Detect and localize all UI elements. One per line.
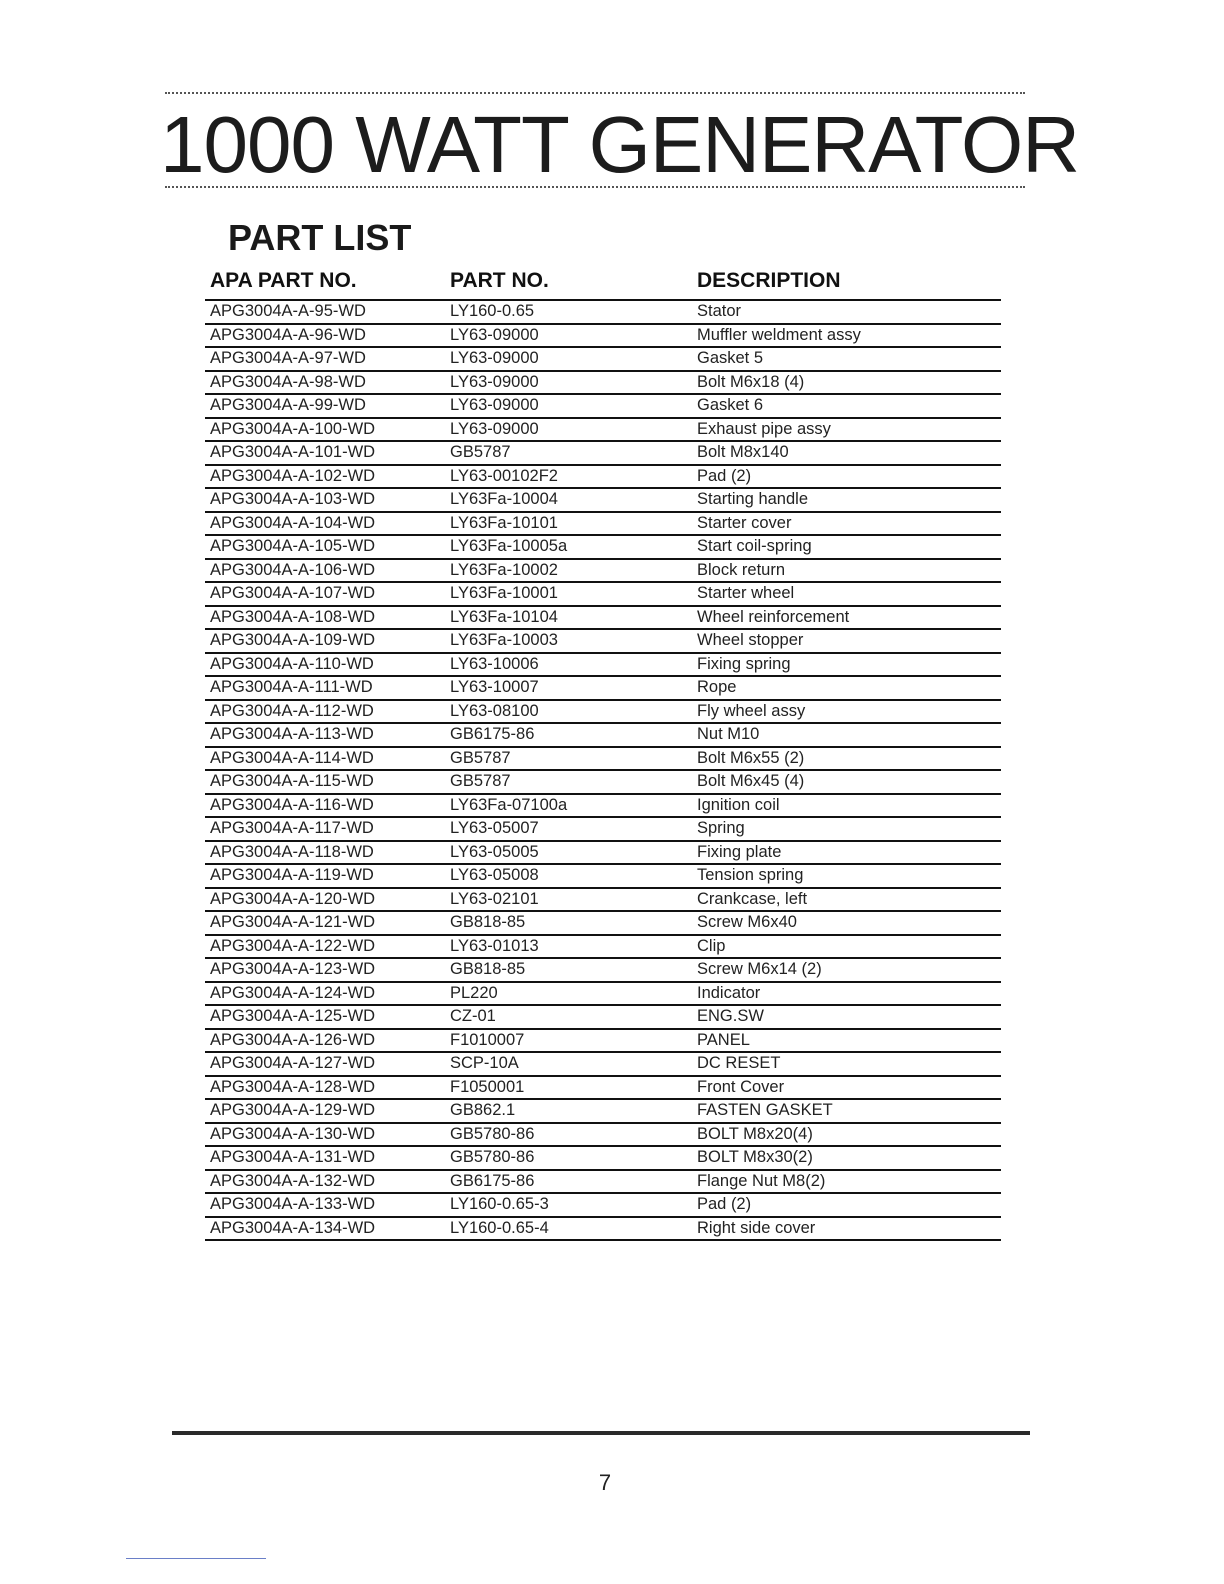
apa-part-no-cell: APG3004A-A-126-WD bbox=[205, 1029, 445, 1053]
part-no-cell: LY160-0.65-4 bbox=[445, 1217, 692, 1241]
description-cell: Starter wheel bbox=[692, 582, 1001, 606]
apa-part-no-cell: APG3004A-A-122-WD bbox=[205, 935, 445, 959]
table-row bbox=[205, 935, 1001, 959]
part-no-cell: GB862.1 bbox=[445, 1099, 692, 1123]
part-no-cell: LY63-01013 bbox=[445, 935, 692, 959]
description-cell: Clip bbox=[692, 935, 1001, 959]
apa-part-no-cell: APG3004A-A-123-WD bbox=[205, 958, 445, 982]
apa-part-no-cell: APG3004A-A-102-WD bbox=[205, 465, 445, 489]
table-row bbox=[205, 723, 1001, 747]
part-no-cell: LY63-10007 bbox=[445, 676, 692, 700]
part-no-cell: LY63-09000 bbox=[445, 394, 692, 418]
table-row bbox=[205, 629, 1001, 653]
description-cell: Tension spring bbox=[692, 864, 1001, 888]
table-row bbox=[205, 817, 1001, 841]
part-no-cell: GB5787 bbox=[445, 747, 692, 771]
apa-part-no-cell: APG3004A-A-133-WD bbox=[205, 1193, 445, 1217]
table-header-row bbox=[205, 262, 1001, 300]
description-cell: Exhaust pipe assy bbox=[692, 418, 1001, 442]
apa-part-no-cell: APG3004A-A-132-WD bbox=[205, 1170, 445, 1194]
table-row bbox=[205, 512, 1001, 536]
part-no-cell: LY63Fa-10003 bbox=[445, 629, 692, 653]
table-row bbox=[205, 300, 1001, 324]
table-row bbox=[205, 1170, 1001, 1194]
apa-part-no-cell: APG3004A-A-110-WD bbox=[205, 653, 445, 677]
header-description: DESCRIPTION bbox=[692, 262, 1001, 300]
description-cell: BOLT M8x30(2) bbox=[692, 1146, 1001, 1170]
apa-part-no-cell: APG3004A-A-115-WD bbox=[205, 770, 445, 794]
description-cell: FASTEN GASKET bbox=[692, 1099, 1001, 1123]
part-no-cell: LY63-05005 bbox=[445, 841, 692, 865]
description-cell: Block return bbox=[692, 559, 1001, 583]
apa-part-no-cell: APG3004A-A-107-WD bbox=[205, 582, 445, 606]
apa-part-no-cell: APG3004A-A-111-WD bbox=[205, 676, 445, 700]
description-cell: Flange Nut M8(2) bbox=[692, 1170, 1001, 1194]
table-row bbox=[205, 324, 1001, 348]
description-cell: PANEL bbox=[692, 1029, 1001, 1053]
description-cell: Screw M6x14 (2) bbox=[692, 958, 1001, 982]
part-no-cell: LY63Fa-10002 bbox=[445, 559, 692, 583]
table-row bbox=[205, 441, 1001, 465]
table-row bbox=[205, 582, 1001, 606]
part-no-cell: CZ-01 bbox=[445, 1005, 692, 1029]
apa-part-no-cell: APG3004A-A-112-WD bbox=[205, 700, 445, 724]
description-cell: Rope bbox=[692, 676, 1001, 700]
table-row bbox=[205, 958, 1001, 982]
section-title: PART LIST bbox=[228, 217, 412, 258]
description-cell: Indicator bbox=[692, 982, 1001, 1006]
description-cell: Pad (2) bbox=[692, 465, 1001, 489]
description-cell: Ignition coil bbox=[692, 794, 1001, 818]
apa-part-no-cell: APG3004A-A-96-WD bbox=[205, 324, 445, 348]
part-no-cell: F1010007 bbox=[445, 1029, 692, 1053]
table-row bbox=[205, 841, 1001, 865]
part-no-cell: GB5780-86 bbox=[445, 1146, 692, 1170]
description-cell: Bolt M6x55 (2) bbox=[692, 747, 1001, 771]
footer-rule bbox=[172, 1431, 1030, 1435]
apa-part-no-cell: APG3004A-A-103-WD bbox=[205, 488, 445, 512]
table-row bbox=[205, 1052, 1001, 1076]
table-row bbox=[205, 465, 1001, 489]
part-no-cell: GB5787 bbox=[445, 441, 692, 465]
part-no-cell: GB5780-86 bbox=[445, 1123, 692, 1147]
table-row bbox=[205, 770, 1001, 794]
page-number: 7 bbox=[598, 1470, 612, 1495]
part-no-cell: LY63Fa-10104 bbox=[445, 606, 692, 630]
description-cell: Gasket 5 bbox=[692, 347, 1001, 371]
description-cell: Gasket 6 bbox=[692, 394, 1001, 418]
table-row bbox=[205, 653, 1001, 677]
apa-part-no-cell: APG3004A-A-125-WD bbox=[205, 1005, 445, 1029]
apa-part-no-cell: APG3004A-A-98-WD bbox=[205, 371, 445, 395]
part-no-cell: GB6175-86 bbox=[445, 1170, 692, 1194]
table-row bbox=[205, 747, 1001, 771]
apa-part-no-cell: APG3004A-A-109-WD bbox=[205, 629, 445, 653]
part-no-cell: LY160-0.65-3 bbox=[445, 1193, 692, 1217]
table-row bbox=[205, 418, 1001, 442]
apa-part-no-cell: APG3004A-A-134-WD bbox=[205, 1217, 445, 1241]
apa-part-no-cell: APG3004A-A-121-WD bbox=[205, 911, 445, 935]
table-row bbox=[205, 1099, 1001, 1123]
table-row bbox=[205, 535, 1001, 559]
part-no-cell: LY63Fa-10005a bbox=[445, 535, 692, 559]
description-cell: Fixing plate bbox=[692, 841, 1001, 865]
apa-part-no-cell: APG3004A-A-105-WD bbox=[205, 535, 445, 559]
part-no-cell: GB6175-86 bbox=[445, 723, 692, 747]
table-row bbox=[205, 676, 1001, 700]
table-row bbox=[205, 1029, 1001, 1053]
part-no-cell: LY160-0.65 bbox=[445, 300, 692, 324]
bottom-link-underline bbox=[126, 1558, 266, 1559]
description-cell: Fly wheel assy bbox=[692, 700, 1001, 724]
table-row bbox=[205, 1193, 1001, 1217]
apa-part-no-cell: APG3004A-A-106-WD bbox=[205, 559, 445, 583]
part-no-cell: LY63Fa-07100a bbox=[445, 794, 692, 818]
table-row bbox=[205, 1146, 1001, 1170]
apa-part-no-cell: APG3004A-A-117-WD bbox=[205, 817, 445, 841]
apa-part-no-cell: APG3004A-A-114-WD bbox=[205, 747, 445, 771]
part-no-cell: GB818-85 bbox=[445, 911, 692, 935]
apa-part-no-cell: APG3004A-A-104-WD bbox=[205, 512, 445, 536]
part-no-cell: LY63-02101 bbox=[445, 888, 692, 912]
description-cell: Bolt M6x45 (4) bbox=[692, 770, 1001, 794]
table-row bbox=[205, 700, 1001, 724]
header-apa-part-no: APA PART NO. bbox=[205, 262, 445, 300]
table-row bbox=[205, 1123, 1001, 1147]
apa-part-no-cell: APG3004A-A-128-WD bbox=[205, 1076, 445, 1100]
description-cell: Bolt M6x18 (4) bbox=[692, 371, 1001, 395]
table-row bbox=[205, 559, 1001, 583]
apa-part-no-cell: APG3004A-A-99-WD bbox=[205, 394, 445, 418]
part-no-cell: LY63-05008 bbox=[445, 864, 692, 888]
part-no-cell: LY63-08100 bbox=[445, 700, 692, 724]
description-cell: DC RESET bbox=[692, 1052, 1001, 1076]
description-cell: Pad (2) bbox=[692, 1193, 1001, 1217]
description-cell: Front Cover bbox=[692, 1076, 1001, 1100]
apa-part-no-cell: APG3004A-A-97-WD bbox=[205, 347, 445, 371]
description-cell: Wheel reinforcement bbox=[692, 606, 1001, 630]
part-no-cell: LY63Fa-10004 bbox=[445, 488, 692, 512]
apa-part-no-cell: APG3004A-A-130-WD bbox=[205, 1123, 445, 1147]
table-row bbox=[205, 1076, 1001, 1100]
part-no-cell: LY63Fa-10001 bbox=[445, 582, 692, 606]
table-row bbox=[205, 888, 1001, 912]
header-part-no: PART NO. bbox=[445, 262, 692, 300]
apa-part-no-cell: APG3004A-A-131-WD bbox=[205, 1146, 445, 1170]
description-cell: Start coil-spring bbox=[692, 535, 1001, 559]
description-cell: BOLT M8x20(4) bbox=[692, 1123, 1001, 1147]
description-cell: Right side cover bbox=[692, 1217, 1001, 1241]
apa-part-no-cell: APG3004A-A-127-WD bbox=[205, 1052, 445, 1076]
description-cell: Nut M10 bbox=[692, 723, 1001, 747]
table-row bbox=[205, 911, 1001, 935]
apa-part-no-cell: APG3004A-A-120-WD bbox=[205, 888, 445, 912]
apa-part-no-cell: APG3004A-A-116-WD bbox=[205, 794, 445, 818]
part-no-cell: GB5787 bbox=[445, 770, 692, 794]
page-title: 1000 WATT GENERATOR bbox=[160, 100, 1080, 189]
part-no-cell: LY63-00102F2 bbox=[445, 465, 692, 489]
description-cell: Fixing spring bbox=[692, 653, 1001, 677]
part-no-cell: GB818-85 bbox=[445, 958, 692, 982]
part-no-cell: LY63Fa-10101 bbox=[445, 512, 692, 536]
part-no-cell: SCP-10A bbox=[445, 1052, 692, 1076]
description-cell: ENG.SW bbox=[692, 1005, 1001, 1029]
apa-part-no-cell: APG3004A-A-95-WD bbox=[205, 300, 445, 324]
description-cell: Bolt M8x140 bbox=[692, 441, 1001, 465]
parts-table-body bbox=[205, 300, 1001, 1240]
table-row bbox=[205, 394, 1001, 418]
part-no-cell: LY63-09000 bbox=[445, 347, 692, 371]
part-no-cell: LY63-09000 bbox=[445, 371, 692, 395]
description-cell: Starting handle bbox=[692, 488, 1001, 512]
top-dotted-rule bbox=[165, 92, 1025, 94]
part-no-cell: LY63-09000 bbox=[445, 418, 692, 442]
apa-part-no-cell: APG3004A-A-101-WD bbox=[205, 441, 445, 465]
table-row bbox=[205, 1217, 1001, 1241]
description-cell: Crankcase, left bbox=[692, 888, 1001, 912]
apa-part-no-cell: APG3004A-A-129-WD bbox=[205, 1099, 445, 1123]
part-no-cell: PL220 bbox=[445, 982, 692, 1006]
table-row bbox=[205, 864, 1001, 888]
apa-part-no-cell: APG3004A-A-113-WD bbox=[205, 723, 445, 747]
description-cell: Muffler weldment assy bbox=[692, 324, 1001, 348]
apa-part-no-cell: APG3004A-A-124-WD bbox=[205, 982, 445, 1006]
description-cell: Spring bbox=[692, 817, 1001, 841]
title-dotted-rule bbox=[165, 186, 1025, 188]
part-no-cell: LY63-09000 bbox=[445, 324, 692, 348]
table-row bbox=[205, 347, 1001, 371]
part-no-cell: F1050001 bbox=[445, 1076, 692, 1100]
table-row bbox=[205, 488, 1001, 512]
table-row bbox=[205, 982, 1001, 1006]
table-row bbox=[205, 794, 1001, 818]
description-cell: Screw M6x40 bbox=[692, 911, 1001, 935]
part-no-cell: LY63-10006 bbox=[445, 653, 692, 677]
apa-part-no-cell: APG3004A-A-119-WD bbox=[205, 864, 445, 888]
description-cell: Wheel stopper bbox=[692, 629, 1001, 653]
part-no-cell: LY63-05007 bbox=[445, 817, 692, 841]
parts-table bbox=[205, 262, 1001, 1241]
apa-part-no-cell: APG3004A-A-108-WD bbox=[205, 606, 445, 630]
table-row bbox=[205, 606, 1001, 630]
table-row bbox=[205, 371, 1001, 395]
apa-part-no-cell: APG3004A-A-118-WD bbox=[205, 841, 445, 865]
description-cell: Stator bbox=[692, 300, 1001, 324]
description-cell: Starter cover bbox=[692, 512, 1001, 536]
table-row bbox=[205, 1005, 1001, 1029]
apa-part-no-cell: APG3004A-A-100-WD bbox=[205, 418, 445, 442]
